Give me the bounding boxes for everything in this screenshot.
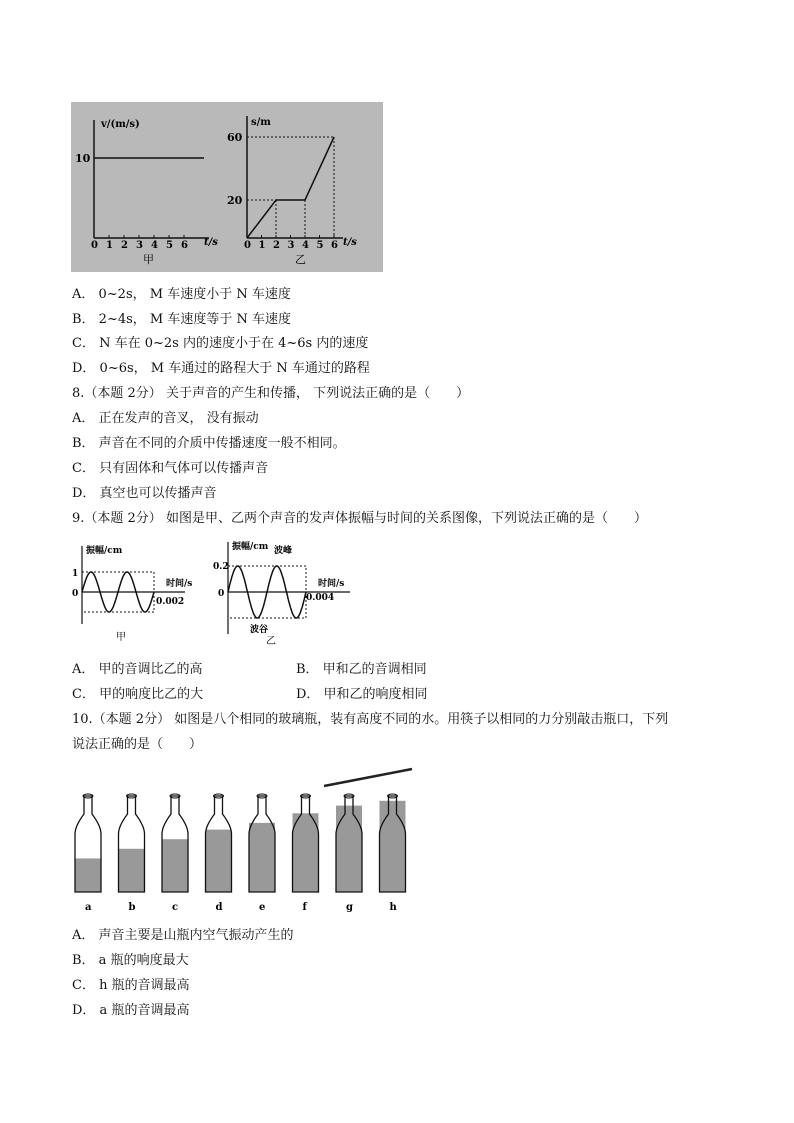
bottle-b (119, 794, 145, 913)
wave-jia (72, 544, 192, 643)
bottle-h (380, 794, 406, 913)
s-axis-label: s/m (251, 117, 271, 128)
v-tick-10: 10 (75, 152, 91, 165)
q8-option-d: D． 真空也可以传播声音 (72, 486, 217, 501)
q7-option-a: A． 0~2s， M 车速度小于 N 车速度 (72, 287, 291, 302)
v-axis-label: v/(m/s) (101, 119, 140, 130)
water-a (75, 858, 101, 892)
caption-yi: 乙 (295, 253, 306, 266)
bottle-label-b: b (128, 902, 136, 913)
bottle-label-f: f (302, 902, 307, 913)
yi-x-end: 0.004 (306, 593, 335, 603)
q7-option-d: D． 0~6s， M 车通过的路程大于 N 车通过的路程 (72, 361, 370, 376)
s-tick-60: 60 (227, 131, 243, 144)
q10-stem-line2: 说法正确的是（ ） (72, 737, 203, 752)
water-f (293, 813, 319, 892)
q10-option-a: A． 声音主要是山瓶内空气振动产生的 (72, 928, 294, 943)
q10-option-d: D． a 瓶的音调最高 (72, 1003, 190, 1018)
q9-option-b: B． 甲和乙的音调相同 (296, 662, 427, 677)
bottle-label-a: a (85, 902, 92, 913)
s-t-x-tick-3: 3 (287, 240, 295, 251)
figure-jia-yi (71, 102, 383, 272)
q7-option-b: B． 2~4s， M 车速度等于 N 车速度 (72, 312, 292, 327)
q10-option-c: C． h 瓶的音调最高 (72, 978, 190, 993)
caption-wave-jia: 甲 (116, 632, 126, 643)
jia-y-label: 振幅/cm (86, 546, 123, 556)
s-t-x-tick-5: 5 (316, 240, 324, 251)
bottle-label-e: e (259, 902, 266, 913)
jia-y-tick: 1 (72, 569, 79, 579)
v-t-x-tick-0: 0 (91, 240, 98, 251)
q9-stem: 9.（本题 2分） 如图是甲、乙两个声音的发声体振幅与时间的关系图像，下列说法正确的是（ ） (72, 511, 647, 526)
bottle-f (293, 794, 319, 913)
yi-origin: 0 (218, 589, 225, 599)
v-t-x-tick-2: 2 (121, 240, 128, 251)
yi-trough-label: 波谷 (250, 625, 269, 635)
t-axis-label-right: t/s (343, 237, 357, 248)
v-t-x-tick-6: 6 (181, 240, 188, 251)
bottle-label-c: c (172, 902, 179, 913)
wave-yi (213, 540, 350, 647)
yi-x-label: 时间/s (318, 579, 345, 589)
q8-option-c: C． 只有固体和气体可以传播声音 (72, 461, 269, 476)
bottle-a (75, 794, 101, 913)
v-t-x-tick-5: 5 (166, 240, 173, 251)
q8-option-b: B． 声音在不同的介质中传播速度一般不相同。 (72, 436, 346, 451)
water-e (249, 823, 275, 892)
s-t-x-tick-0: 0 (244, 240, 251, 251)
q9-option-d: D． 甲和乙的响度相同 (296, 687, 428, 702)
s-t-x-tick-6: 6 (331, 240, 338, 251)
chopstick (324, 769, 412, 786)
jia-x-label: 时间/s (166, 579, 193, 589)
bottle-label-d: d (215, 902, 223, 913)
q10-stem-line1: 10.（本题 2分） 如图是八个相同的玻璃瓶，装有高度不同的水。用筷子以相同的力分别敲击瓶口，下列 (72, 712, 669, 727)
figure-bottles (72, 764, 432, 914)
v-t-x-tick-3: 3 (136, 240, 143, 251)
q9-option-a: A． 甲的音调比乙的高 (72, 662, 203, 677)
q8-stem: 8.（本题 2分） 关于声音的产生和传播， 下列说法正确的是（ ） (72, 386, 470, 401)
q10-option-b: B． a 瓶的响度最大 (72, 953, 189, 968)
yi-peak-label: 波峰 (274, 546, 293, 556)
t-axis-label-left: t/s (204, 237, 218, 248)
figure-waves (70, 536, 360, 648)
bottle-e (249, 794, 275, 913)
s-t-x-tick-2: 2 (273, 240, 280, 251)
caption-wave-yi: 乙 (266, 636, 276, 647)
bottle-label-g: g (346, 902, 353, 913)
water-g (336, 806, 362, 892)
q8-option-a: A． 正在发声的音叉， 没有振动 (72, 411, 259, 426)
s-tick-20: 20 (227, 194, 243, 207)
bottle-label-h: h (389, 902, 397, 913)
bottle-g (336, 794, 362, 913)
yi-y-tick: 0.2 (213, 562, 229, 572)
s-t-x-tick-1: 1 (258, 240, 266, 251)
v-t-x-tick-4: 4 (151, 240, 158, 251)
jia-x-end: 0.002 (156, 597, 185, 607)
bottle-d (206, 794, 232, 913)
v-t-x-tick-1: 1 (106, 240, 113, 251)
bottle-c (162, 794, 188, 913)
s-t-x-tick-4: 4 (302, 240, 309, 251)
yi-y-label: 振幅/cm (232, 542, 269, 552)
water-b (119, 849, 145, 892)
q7-option-c: C． N 车在 0~2s 内的速度小于在 4~6s 内的速度 (72, 336, 369, 351)
jia-origin: 0 (72, 589, 79, 599)
q9-option-c: C． 甲的响度比乙的大 (72, 687, 204, 702)
caption-jia: 甲 (143, 253, 154, 266)
water-h (380, 801, 406, 892)
water-d (206, 830, 232, 892)
water-c (162, 839, 188, 892)
